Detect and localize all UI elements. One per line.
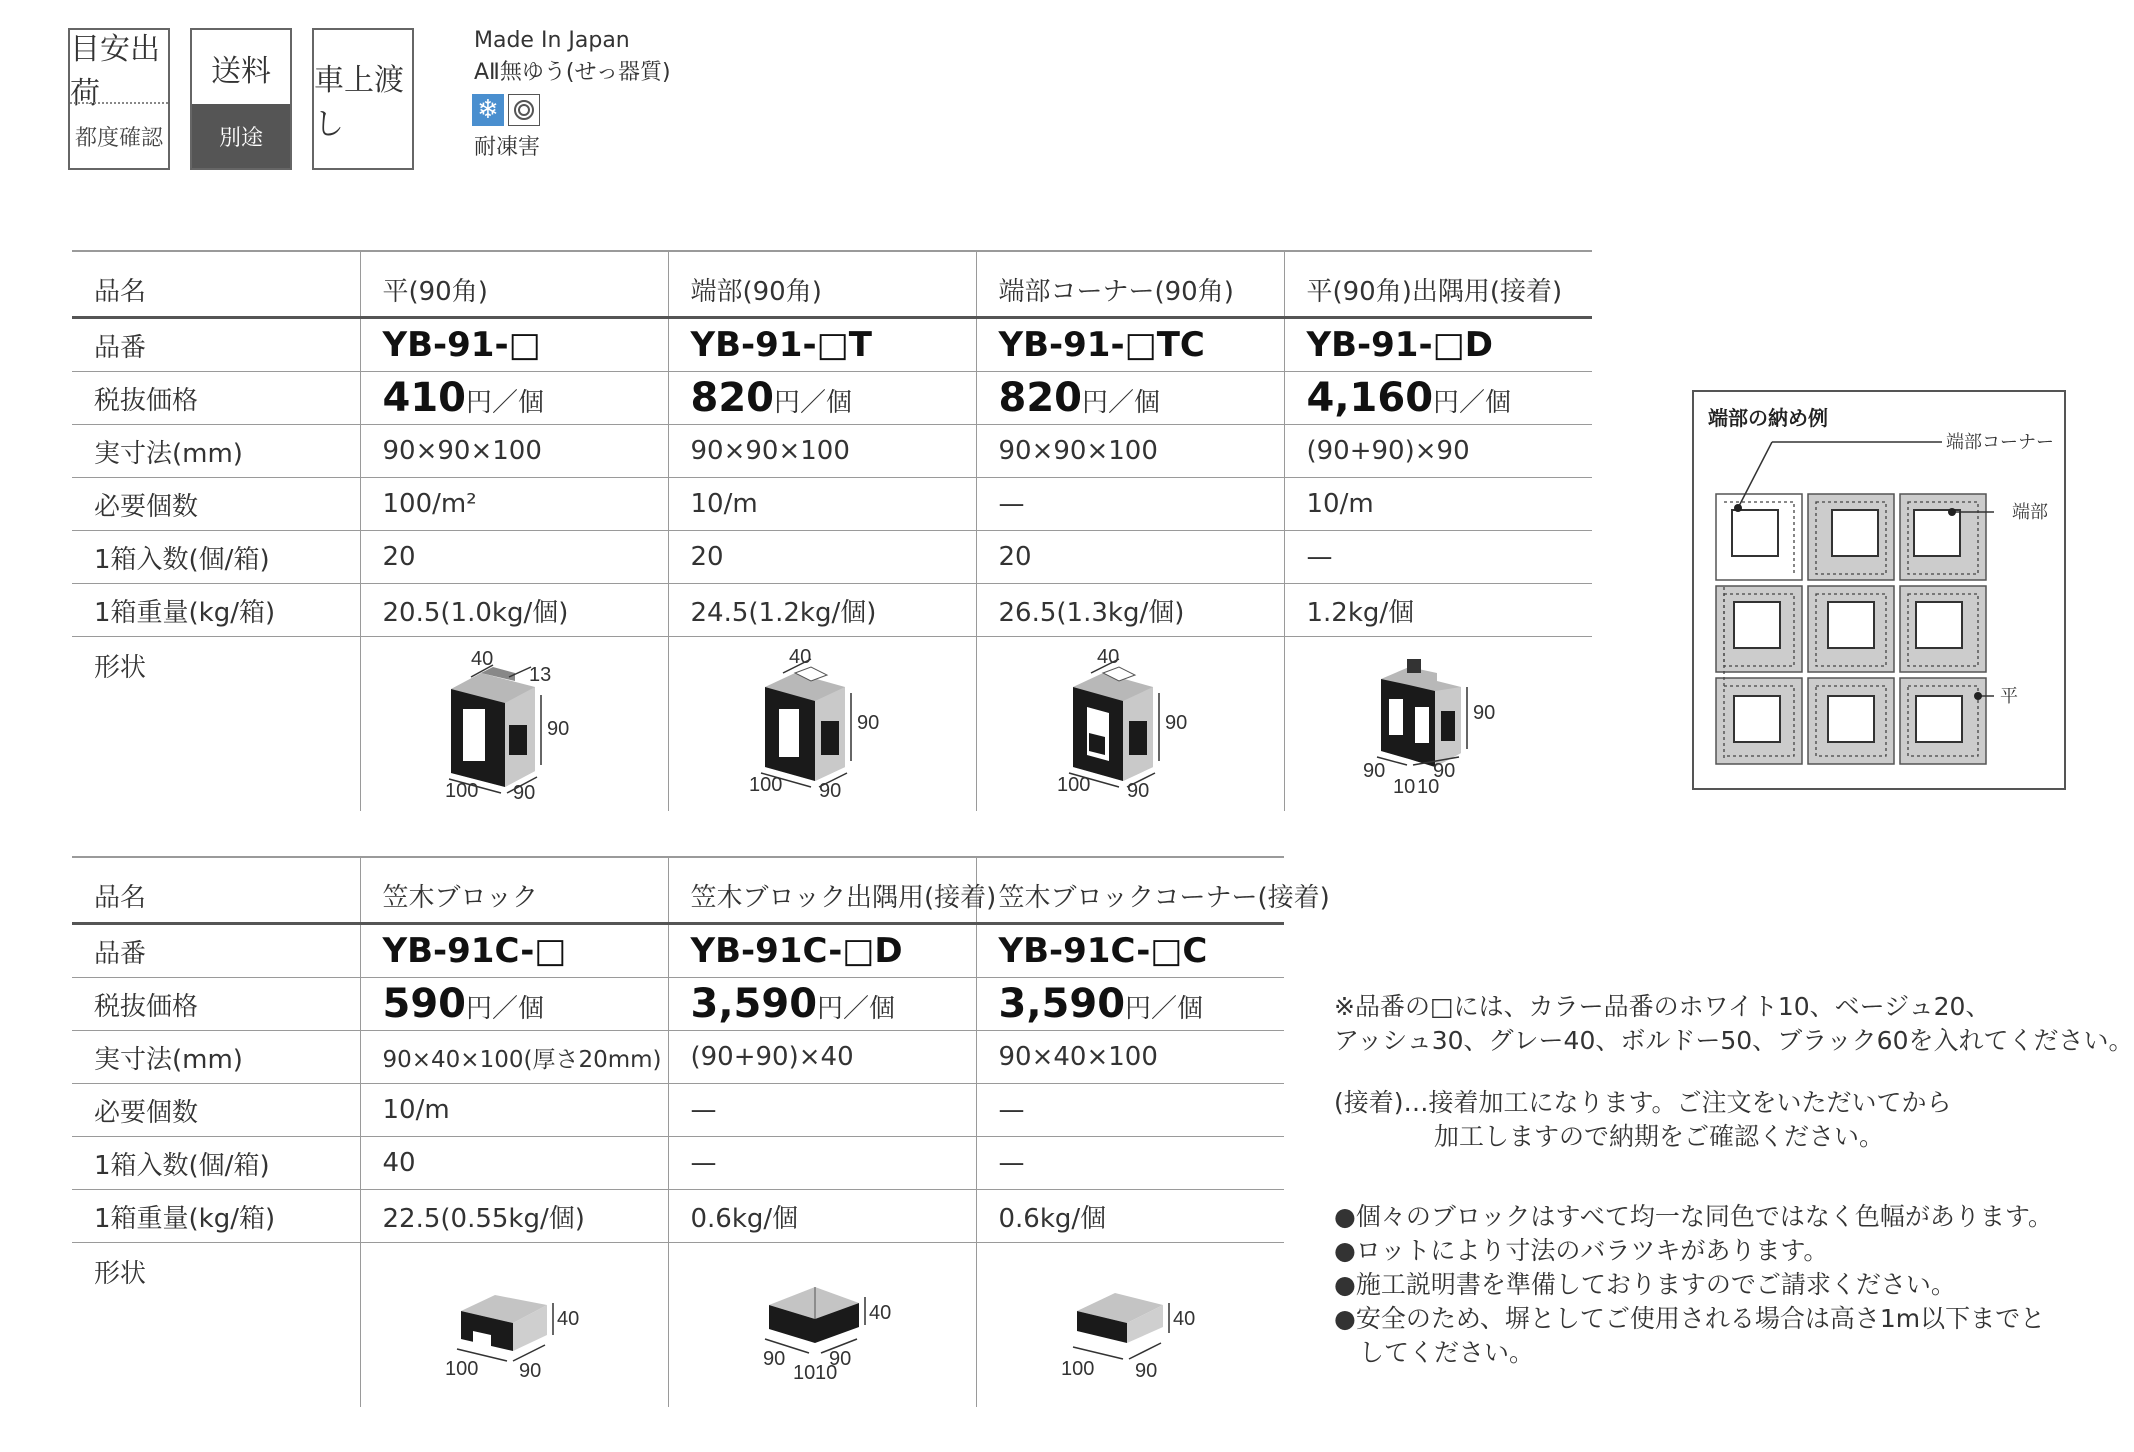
bullet-note: ●ロットにより寸法のバラツキがあります。	[1334, 1236, 1829, 1265]
shipping-fee-label: 送料	[211, 54, 271, 89]
dim-label: 13	[528, 664, 551, 686]
material-type: AⅡ無ゆう(せっ器質)	[474, 60, 671, 85]
dim-label: 100	[1056, 774, 1090, 796]
frost-ring-icon	[508, 94, 540, 126]
dim-label: 90	[1134, 1360, 1157, 1382]
table-row	[72, 318, 1592, 372]
table-row	[72, 978, 1284, 1031]
product-name: 笠木ブロック出隅用(接着)	[668, 856, 976, 924]
table-row	[72, 924, 1284, 978]
product-price: 410円／個	[360, 372, 668, 425]
required-qty: 100/m²	[360, 478, 668, 531]
row-label: 1箱入数(個/箱)	[72, 531, 360, 584]
row-label: 1箱重量(kg/箱)	[72, 584, 360, 637]
label-corner: 端部コーナー	[1946, 432, 2054, 453]
block-outside-corner-drawing	[1285, 637, 1585, 801]
product-price: 820円／個	[976, 372, 1284, 425]
dim-label: 90	[762, 1348, 785, 1370]
dim-label: 10	[1416, 776, 1439, 798]
dim-label: 40	[470, 648, 493, 670]
box-weight: 22.5(0.55kg/個)	[360, 1190, 668, 1243]
dim-label: 40	[788, 646, 811, 668]
product-size: 90×90×100	[360, 425, 668, 478]
shipping-estimate-label: 目安出荷	[70, 32, 160, 111]
product-code: YB-91-□	[360, 318, 668, 372]
product-name: 笠木ブロックコーナー(接着)	[976, 856, 1284, 924]
product-code: YB-91-□D	[1284, 318, 1592, 372]
bullet-note: してください。	[1334, 1338, 1535, 1367]
dim-label: 100	[444, 780, 478, 802]
row-label: 実寸法(mm)	[72, 1031, 360, 1084]
per-box: —	[668, 1137, 976, 1190]
coping-corner-drawing	[977, 1243, 1277, 1383]
required-qty: 10/m	[360, 1084, 668, 1137]
table-row	[72, 1031, 1284, 1084]
row-label: 必要個数	[72, 1084, 360, 1137]
dim-label: 90	[856, 712, 879, 734]
dim-label: 90	[518, 1360, 541, 1382]
dim-label: 40	[1172, 1308, 1195, 1330]
row-label: 品名	[72, 250, 360, 318]
row-label: 形状	[94, 1259, 147, 1289]
product-table-90	[72, 250, 1592, 811]
row-label: 品名	[72, 856, 360, 924]
dim-label: 90	[546, 718, 569, 740]
product-name: 平(90角)	[360, 250, 668, 318]
layout-example-title: 端部の納め例	[1708, 406, 1828, 430]
bullet-notes	[1334, 1200, 2053, 1370]
table-row	[72, 1243, 1284, 1408]
color-note-line: アッシュ30、グレー40、ボルドー50、ブラック60を入れてください。	[1334, 1026, 2134, 1055]
label-flat: 平	[2000, 686, 2018, 707]
dim-label: 90	[1472, 702, 1495, 724]
box-weight: 1.2kg/個	[1284, 584, 1592, 637]
color-note-line: ※品番の□には、カラー品番のホワイト10、ベージュ20、	[1334, 992, 1991, 1021]
table-row	[72, 425, 1592, 478]
layout-example-drawing	[1694, 392, 2066, 790]
dim-label: 40	[868, 1302, 891, 1324]
table-row	[72, 637, 1592, 812]
table-row	[72, 856, 1284, 924]
dim-label: 90	[1432, 760, 1455, 782]
row-label: 必要個数	[72, 478, 360, 531]
row-label: 実寸法(mm)	[72, 425, 360, 478]
product-price: 4,160円／個	[1284, 372, 1592, 425]
shape-cell	[1284, 637, 1592, 812]
row-label: 税抜価格	[72, 372, 360, 425]
coping-block-drawing	[361, 1243, 661, 1383]
shipping-fee-value: 別途	[192, 104, 290, 168]
label-edge: 端部	[2012, 502, 2048, 523]
dim-label: 10	[814, 1362, 837, 1384]
shape-cell	[360, 637, 668, 812]
dim-label: 10	[1392, 776, 1415, 798]
product-code: YB-91C-□D	[668, 924, 976, 978]
product-size: (90+90)×90	[1284, 425, 1592, 478]
shape-cell	[976, 637, 1284, 812]
box-weight: 0.6kg/個	[668, 1190, 976, 1243]
table-row	[72, 1084, 1284, 1137]
coping-outside-corner-drawing	[669, 1243, 969, 1383]
row-label: 税抜価格	[72, 978, 360, 1031]
truck-delivery-badge	[312, 28, 414, 170]
row-label: 品番	[72, 924, 360, 978]
dim-label: 100	[1060, 1358, 1094, 1380]
row-label: 1箱重量(kg/箱)	[72, 1190, 360, 1243]
required-qty: —	[976, 478, 1284, 531]
product-table-coping	[72, 856, 1330, 1407]
per-box: 40	[360, 1137, 668, 1190]
dim-label: 40	[1096, 646, 1119, 668]
block-flat-drawing	[361, 637, 661, 804]
product-code: YB-91C-□	[360, 924, 668, 978]
bullet-note: ●施工説明書を準備しておりますのでご請求ください。	[1334, 1270, 1956, 1299]
table-row	[72, 1190, 1284, 1243]
adhesive-note-line: 加工しますので納期をご確認ください。	[1434, 1122, 1885, 1151]
made-in-japan: Made In Japan	[474, 28, 630, 53]
row-label: 1箱入数(個/箱)	[72, 1137, 360, 1190]
dim-label: 10	[792, 1362, 815, 1384]
table-row	[72, 372, 1592, 425]
dim-label: 90	[1126, 780, 1149, 802]
product-price: 3,590円／個	[976, 978, 1284, 1031]
per-box: 20	[668, 531, 976, 584]
product-size: 90×90×100	[668, 425, 976, 478]
shape-cell	[976, 1243, 1284, 1408]
dim-label: 90	[512, 782, 535, 804]
frost-resistance-label: 耐凍害	[474, 135, 541, 160]
shipping-estimate-value: 都度確認	[70, 102, 168, 168]
per-box: —	[976, 1137, 1284, 1190]
per-box: —	[1284, 531, 1592, 584]
dim-label: 90	[818, 780, 841, 802]
block-corner-drawing	[977, 637, 1277, 801]
dim-label: 90	[828, 1348, 851, 1370]
product-size: 90×40×100	[976, 1031, 1284, 1084]
adhesive-note-line: (接着)…接着加工になります。ご注文をいただいてから	[1334, 1088, 1952, 1117]
shape-cell	[668, 1243, 976, 1408]
table-row	[72, 1137, 1284, 1190]
block-edge-drawing	[669, 637, 969, 801]
box-weight: 20.5(1.0kg/個)	[360, 584, 668, 637]
product-code: YB-91-□TC	[976, 318, 1284, 372]
product-name: 笠木ブロック	[360, 856, 668, 924]
product-price: 3,590円／個	[668, 978, 976, 1031]
box-weight: 26.5(1.3kg/個)	[976, 584, 1284, 637]
product-name: 端部コーナー(90角)	[976, 250, 1284, 318]
snowflake-icon: ❄	[472, 94, 504, 126]
bullet-note: ●個々のブロックはすべて均一な同色ではなく色幅があります。	[1334, 1202, 2053, 1231]
product-code: YB-91-□T	[668, 318, 976, 372]
table-row	[72, 250, 1592, 318]
box-weight: 0.6kg/個	[976, 1190, 1284, 1243]
required-qty: —	[668, 1084, 976, 1137]
product-code: YB-91C-□C	[976, 924, 1284, 978]
per-box: 20	[976, 531, 1284, 584]
shipping-estimate-badge	[68, 28, 170, 170]
product-name: 平(90角)出隅用(接着)	[1284, 250, 1592, 318]
product-size: 90×40×100(厚さ20mm)	[360, 1031, 668, 1084]
product-size: (90+90)×40	[668, 1031, 976, 1084]
per-box: 20	[360, 531, 668, 584]
product-name: 端部(90角)	[668, 250, 976, 318]
dim-label: 100	[444, 1358, 478, 1380]
required-qty: —	[976, 1084, 1284, 1137]
required-qty: 10/m	[668, 478, 976, 531]
table-row	[72, 478, 1592, 531]
bullet-note: ●安全のため、塀としてご使用される場合は高さ1m以下までと	[1334, 1304, 2046, 1333]
product-size: 90×90×100	[976, 425, 1284, 478]
dim-label: 40	[556, 1308, 579, 1330]
row-label: 形状	[94, 653, 147, 683]
table-row	[72, 531, 1592, 584]
required-qty: 10/m	[1284, 478, 1592, 531]
adhesive-note	[1334, 1086, 1952, 1154]
dim-label: 90	[1164, 712, 1187, 734]
table-row	[72, 584, 1592, 637]
row-label: 品番	[72, 318, 360, 372]
edge-layout-example	[1692, 390, 2066, 790]
shape-cell	[360, 1243, 668, 1408]
box-weight: 24.5(1.2kg/個)	[668, 584, 976, 637]
product-price: 820円／個	[668, 372, 976, 425]
truck-delivery-label: 車上渡し	[314, 63, 404, 142]
shipping-fee-badge	[190, 28, 292, 170]
product-price: 590円／個	[360, 978, 668, 1031]
shape-cell	[668, 637, 976, 812]
dim-label: 90	[1362, 760, 1385, 782]
color-note	[1334, 990, 2134, 1058]
dim-label: 100	[748, 774, 782, 796]
